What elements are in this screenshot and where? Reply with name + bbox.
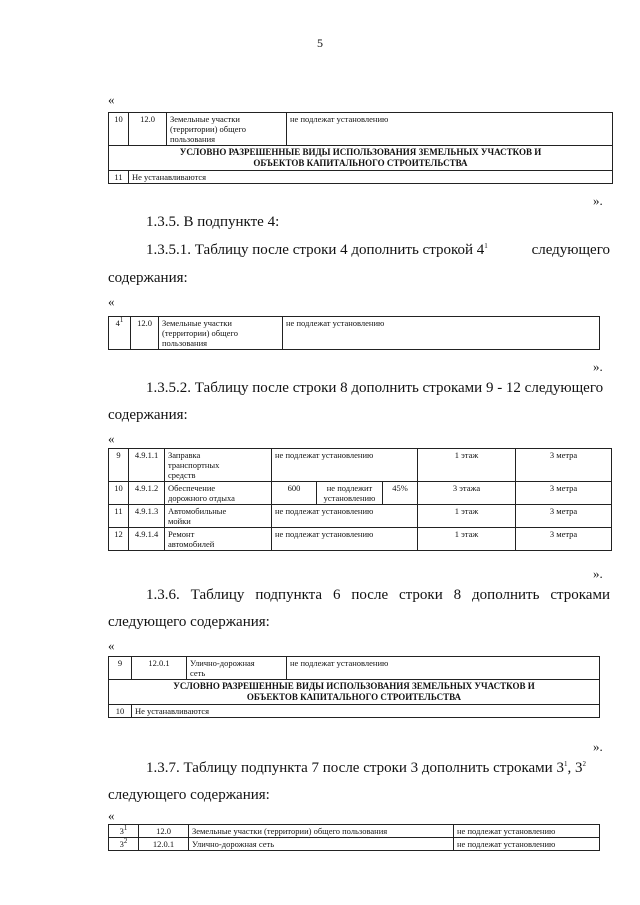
amendment-table-4: [108, 656, 600, 718]
table-row: [109, 482, 612, 505]
paragraph-1-3-7: 1.3.7. Таблицу подпункта 7 после строки 3 дополнить строками $3^1$, $3^2$: [146, 760, 586, 776]
row-name: Автомобильные мойки: [165, 505, 272, 528]
open-quote: «: [108, 808, 115, 823]
row-code: 4.9.1.2: [129, 482, 165, 505]
open-quote: «: [108, 431, 115, 446]
row-number: 10: [109, 113, 129, 146]
row-name: Земельные участки (территории) общего пользования: [189, 825, 454, 838]
row-name: Ремонт автомобилей: [165, 528, 272, 551]
row-number: 12: [109, 528, 129, 551]
row-floors: 3 этажа: [418, 482, 516, 505]
paragraph-1-3-5-1-cont: содержания:: [108, 270, 188, 286]
row-height: 3 метра: [516, 505, 612, 528]
row-number: 9: [109, 449, 129, 482]
row-value: не подлежат установлению: [287, 657, 600, 680]
amendment-table-3: [108, 448, 612, 551]
row-height: 3 метра: [516, 528, 612, 551]
close-quote: ».: [593, 193, 603, 208]
row-number: $4^1$: [109, 317, 131, 350]
row-value: Не устанавливаются: [129, 171, 613, 184]
row-floors: 1 этаж: [418, 528, 516, 551]
row-name: Заправка транспортных средств: [165, 449, 272, 482]
table-row: [109, 171, 613, 184]
row-name: Улично-дорожная сеть: [187, 657, 287, 680]
row-note: не подлежит установлению: [317, 482, 383, 505]
table-row: [109, 449, 612, 482]
paragraph-1-3-6: 1.3.6. Таблицу подпункта 6 после строки 8 дополнить строками: [146, 587, 610, 603]
row-number: 11: [109, 171, 129, 184]
paragraph-1-3-5: 1.3.5. В подпункте 4:: [146, 214, 280, 230]
amendment-table-1: [108, 112, 613, 184]
row-value: не подлежат установлению: [454, 825, 600, 838]
paragraph-1-3-7-cont: следующего содержания:: [108, 787, 270, 803]
amendment-table-5: [108, 824, 600, 851]
paragraph-1-3-5-2-cont: содержания:: [108, 407, 188, 423]
row-name: Земельные участки (территории) общего пользования: [167, 113, 287, 146]
table-row: [109, 825, 600, 838]
row-code: 12.0: [139, 825, 189, 838]
table-row: [109, 838, 600, 851]
table-row: [109, 528, 612, 551]
row-code: 12.0: [131, 317, 159, 350]
open-quote: «: [108, 294, 115, 309]
row-value: не подлежат установлению: [283, 317, 600, 350]
paragraph-text: следующего: [531, 242, 610, 258]
close-quote: ».: [593, 566, 603, 581]
row-number: $3^1$: [109, 825, 139, 838]
row-area: 600: [272, 482, 317, 505]
row-height: 3 метра: [516, 449, 612, 482]
section-heading: УСЛОВНО РАЗРЕШЕННЫЕ ВИДЫ ИСПОЛЬЗОВАНИЯ ЗЕМЕЛЬНЫХ УЧАСТКОВ И ОБЪЕКТОВ КАПИТАЛЬНОГО СТРОИТЕЛЬСТВА: [109, 146, 613, 171]
table-row: [109, 705, 600, 718]
row-floors: 1 этаж: [418, 449, 516, 482]
table-row: [109, 505, 612, 528]
row-number: 10: [109, 705, 132, 718]
row-code: 12.0: [129, 113, 167, 146]
open-quote: «: [108, 638, 115, 653]
close-quote: ».: [593, 359, 603, 374]
row-name: Обеспечение дорожного отдыха: [165, 482, 272, 505]
row-value: не подлежат установлению: [454, 838, 600, 851]
section-heading: УСЛОВНО РАЗРЕШЕННЫЕ ВИДЫ ИСПОЛЬЗОВАНИЯ ЗЕМЕЛЬНЫХ УЧАСТКОВ И ОБЪЕКТОВ КАПИТАЛЬНОГО СТРОИТЕЛЬСТВА: [109, 680, 600, 705]
row-code: 4.9.1.1: [129, 449, 165, 482]
table-row: [109, 657, 600, 680]
row-value: не подлежат установлению: [272, 505, 418, 528]
row-code: 4.9.1.4: [129, 528, 165, 551]
row-code: 12.0.1: [132, 657, 187, 680]
page-number: 5: [317, 36, 323, 50]
row-number: 10: [109, 482, 129, 505]
row-number: $3^2$: [109, 838, 139, 851]
close-quote: ».: [593, 739, 603, 754]
row-code: 4.9.1.3: [129, 505, 165, 528]
row-value: не подлежат установлению: [272, 528, 418, 551]
row-height: 3 метра: [516, 482, 612, 505]
row-number: 9: [109, 657, 132, 680]
row-name: Улично-дорожная сеть: [189, 838, 454, 851]
row-value: Не устанавливаются: [132, 705, 600, 718]
paragraph-text: 1.3.5.1. Таблицу после строки 4 дополнить строкой $4^1$: [146, 242, 488, 258]
row-percent: 45%: [383, 482, 418, 505]
table-row: [109, 146, 613, 171]
table-row: [109, 113, 613, 146]
table-row: [109, 680, 600, 705]
row-code: 12.0.1: [139, 838, 189, 851]
table-row: [109, 317, 600, 350]
amendment-table-2: [108, 316, 600, 350]
paragraph-1-3-5-1: [146, 243, 610, 258]
paragraph-1-3-5-2: 1.3.5.2. Таблицу после строки 8 дополнить строками 9 - 12 следующего: [146, 380, 604, 396]
row-floors: 1 этаж: [418, 505, 516, 528]
row-value: не подлежат установлению: [287, 113, 613, 146]
paragraph-1-3-6-cont: следующего содержания:: [108, 614, 270, 630]
row-number: 11: [109, 505, 129, 528]
row-value: не подлежат установлению: [272, 449, 418, 482]
open-quote: «: [108, 92, 115, 107]
row-name: Земельные участки (территории) общего пользования: [159, 317, 283, 350]
